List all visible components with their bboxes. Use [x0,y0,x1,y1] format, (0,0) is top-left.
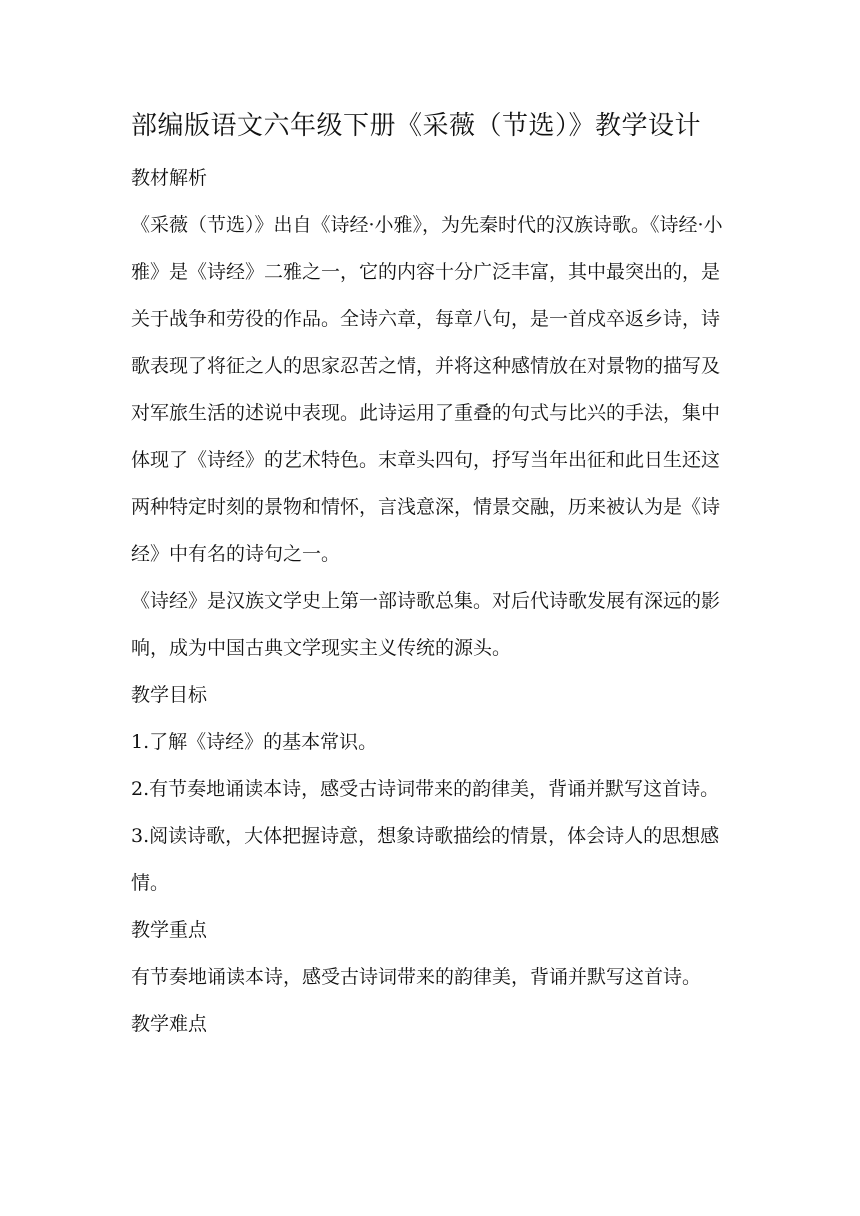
analysis-paragraph-1: 《采薇（节选）》出自《诗经·小雅》，为先秦时代的汉族诗歌。《诗经·小雅》是《诗经》二雅之一，它的内容十分广泛丰富，其中最突出的，是关于战争和劳役的作品。全诗六章，每章八句，是一首戍卒返乡诗，诗歌表现了将征之人的思家忍苦之情，并将这种感情放在对景物的描写及对军旅生活的述说中表现。此诗运用了重叠的句式与比兴的手法，集中体现了《诗经》的艺术特色。末章头四句，抒写当年出征和此日生还这两种特定时刻的景物和情怀，言浅意深，情景交融，历来被认为是《诗经》中有名的诗句之一。 [131,214,723,565]
analysis-paragraph-2: 《诗经》是汉族文学史上第一部诗歌总集。对后代诗歌发展有深远的影响，成为中国古典文学现实主义传统的源头。 [131,590,721,659]
goal-item-3: 3.阅读诗歌，大体把握诗意，想象诗歌描绘的情景，体会诗人的思想感情。 [131,825,720,894]
section-heading-key-points: 教学重点 [131,919,208,941]
document-body [131,108,731,1048]
section-heading-analysis: 教材解析 [131,167,208,189]
goal-item-1: 1.了解《诗经》的基本常识。 [131,731,378,753]
goal-item-2: 2.有节奏地诵读本诗，感受古诗词带来的韵律美，背诵并默写这首诗。 [131,778,720,800]
section-heading-difficulties: 教学难点 [131,1013,208,1035]
document-title: 部编版语文六年级下册《采薇（节选）》教学设计 [131,111,702,141]
section-heading-goals: 教学目标 [131,684,208,706]
key-points-paragraph: 有节奏地诵读本诗，感受古诗词带来的韵律美，背诵并默写这首诗。 [131,966,702,988]
